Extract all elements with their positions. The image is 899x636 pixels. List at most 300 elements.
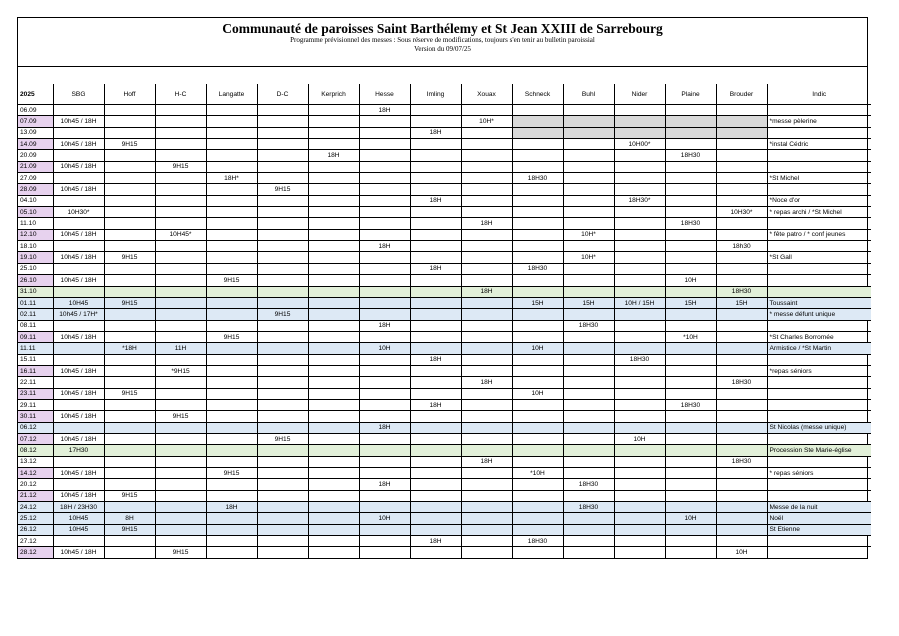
mass-time-cell bbox=[563, 411, 614, 422]
mass-time-cell: 18H bbox=[410, 127, 461, 138]
date-cell: 07.09 bbox=[18, 116, 53, 127]
mass-time-cell bbox=[359, 354, 410, 365]
mass-time-cell bbox=[257, 399, 308, 410]
mass-time-cell bbox=[359, 490, 410, 501]
mass-time-cell bbox=[155, 388, 206, 399]
page-title: Communauté de paroisses Saint Barthélemy et St Jean XXIII de Sarrebourg bbox=[222, 21, 663, 36]
mass-time-cell bbox=[308, 513, 359, 524]
mass-time-cell bbox=[665, 502, 716, 513]
mass-time-cell bbox=[53, 218, 104, 229]
mass-time-cell: 11H bbox=[155, 343, 206, 354]
mass-time-cell bbox=[359, 388, 410, 399]
mass-time-cell bbox=[716, 127, 767, 138]
indic-cell: * fête patro / * conf jeunes bbox=[767, 229, 871, 240]
mass-time-cell bbox=[206, 411, 257, 422]
mass-time-cell bbox=[104, 105, 155, 116]
mass-time-cell: 18H bbox=[359, 422, 410, 433]
mass-time-cell bbox=[512, 547, 563, 558]
mass-time-cell bbox=[614, 468, 665, 479]
mass-time-cell bbox=[614, 127, 665, 138]
column-header: Schneck bbox=[512, 84, 563, 105]
mass-time-cell bbox=[665, 184, 716, 195]
mass-time-cell bbox=[155, 513, 206, 524]
mass-time-cell bbox=[461, 229, 512, 240]
mass-time-cell bbox=[614, 173, 665, 184]
mass-time-cell bbox=[155, 433, 206, 444]
mass-time-cell: 18H bbox=[410, 354, 461, 365]
date-cell: 09.11 bbox=[18, 331, 53, 342]
mass-time-cell bbox=[614, 456, 665, 467]
mass-time-cell bbox=[410, 161, 461, 172]
indic-cell: Procession Ste Marie-église bbox=[767, 445, 871, 456]
mass-time-cell bbox=[410, 207, 461, 218]
indic-cell: * messe défunt unique bbox=[767, 309, 871, 320]
mass-time-cell bbox=[665, 105, 716, 116]
mass-time-cell bbox=[563, 399, 614, 410]
mass-time-cell bbox=[104, 127, 155, 138]
mass-time-cell bbox=[512, 286, 563, 297]
mass-time-cell bbox=[257, 229, 308, 240]
mass-time-cell bbox=[716, 388, 767, 399]
mass-time-cell bbox=[665, 252, 716, 263]
mass-time-cell bbox=[563, 513, 614, 524]
indic-cell: * repas séniors bbox=[767, 468, 871, 479]
indic-cell: Toussaint bbox=[767, 297, 871, 308]
mass-time-cell: 10h45 / 18H bbox=[53, 139, 104, 150]
column-header: H-C bbox=[155, 84, 206, 105]
mass-time-cell bbox=[206, 229, 257, 240]
indic-cell bbox=[767, 105, 871, 116]
mass-time-cell: 18H30 bbox=[665, 399, 716, 410]
mass-time-cell bbox=[257, 252, 308, 263]
mass-time-cell bbox=[257, 502, 308, 513]
mass-time-cell bbox=[308, 343, 359, 354]
mass-time-cell bbox=[155, 127, 206, 138]
mass-time-cell bbox=[716, 411, 767, 422]
mass-time-cell bbox=[410, 229, 461, 240]
mass-time-cell: 18H bbox=[461, 377, 512, 388]
mass-time-cell bbox=[665, 490, 716, 501]
mass-time-cell bbox=[206, 490, 257, 501]
mass-time-cell bbox=[614, 241, 665, 252]
mass-time-cell: 10H / 15H bbox=[614, 297, 665, 308]
mass-time-cell bbox=[512, 377, 563, 388]
table-row bbox=[18, 150, 871, 161]
mass-time-cell bbox=[461, 320, 512, 331]
indic-cell bbox=[767, 490, 871, 501]
mass-time-cell bbox=[104, 263, 155, 274]
mass-time-cell: 9H15 bbox=[257, 184, 308, 195]
mass-time-cell bbox=[155, 116, 206, 127]
mass-time-cell bbox=[206, 399, 257, 410]
mass-time-cell bbox=[512, 331, 563, 342]
column-header: Kerprich bbox=[308, 84, 359, 105]
mass-time-cell bbox=[461, 297, 512, 308]
mass-time-cell: 18H30 bbox=[716, 286, 767, 297]
mass-time-cell bbox=[665, 161, 716, 172]
table-row bbox=[18, 252, 871, 263]
schedule-sheet bbox=[17, 17, 868, 559]
mass-time-cell bbox=[665, 456, 716, 467]
mass-time-cell bbox=[359, 161, 410, 172]
mass-time-cell bbox=[359, 547, 410, 558]
mass-time-cell: 18H bbox=[308, 150, 359, 161]
mass-time-cell: 18H30 bbox=[512, 173, 563, 184]
mass-time-cell: 10H00* bbox=[614, 139, 665, 150]
mass-time-cell bbox=[563, 275, 614, 286]
mass-time-cell bbox=[563, 468, 614, 479]
mass-time-cell bbox=[461, 468, 512, 479]
mass-time-cell bbox=[716, 513, 767, 524]
mass-time-cell: 10H bbox=[665, 275, 716, 286]
mass-time-cell bbox=[461, 422, 512, 433]
mass-time-cell bbox=[716, 218, 767, 229]
mass-time-cell bbox=[257, 388, 308, 399]
table-row bbox=[18, 388, 871, 399]
mass-time-cell: 10h45 / 18H bbox=[53, 275, 104, 286]
mass-time-cell bbox=[563, 456, 614, 467]
mass-time-cell bbox=[53, 320, 104, 331]
mass-time-cell bbox=[614, 116, 665, 127]
mass-time-cell bbox=[716, 309, 767, 320]
mass-time-cell bbox=[257, 411, 308, 422]
mass-time-cell bbox=[716, 275, 767, 286]
mass-time-cell bbox=[512, 229, 563, 240]
mass-time-cell: 18H bbox=[359, 105, 410, 116]
mass-time-cell bbox=[308, 411, 359, 422]
mass-time-cell bbox=[257, 127, 308, 138]
table-row bbox=[18, 263, 871, 274]
mass-time-cell bbox=[512, 365, 563, 376]
mass-time-cell bbox=[104, 173, 155, 184]
indic-cell: Messe de la nuit bbox=[767, 502, 871, 513]
mass-time-cell bbox=[308, 184, 359, 195]
mass-time-cell bbox=[104, 445, 155, 456]
mass-time-cell bbox=[512, 207, 563, 218]
mass-time-cell bbox=[461, 388, 512, 399]
mass-time-cell bbox=[614, 331, 665, 342]
date-cell: 18.10 bbox=[18, 241, 53, 252]
table-row bbox=[18, 173, 871, 184]
table-row bbox=[18, 399, 871, 410]
mass-time-cell: 9H15 bbox=[104, 252, 155, 263]
mass-time-cell: 9H15 bbox=[257, 309, 308, 320]
mass-time-cell: 10h45 / 17H* bbox=[53, 309, 104, 320]
mass-time-cell bbox=[308, 207, 359, 218]
mass-time-cell bbox=[257, 161, 308, 172]
date-cell: 06.12 bbox=[18, 422, 53, 433]
mass-time-cell bbox=[257, 116, 308, 127]
mass-time-cell bbox=[716, 354, 767, 365]
mass-time-cell bbox=[308, 275, 359, 286]
date-cell: 20.09 bbox=[18, 150, 53, 161]
mass-time-cell bbox=[359, 139, 410, 150]
table-row bbox=[18, 468, 871, 479]
mass-time-cell bbox=[716, 399, 767, 410]
mass-time-cell bbox=[410, 422, 461, 433]
mass-time-cell bbox=[512, 127, 563, 138]
indic-cell bbox=[767, 150, 871, 161]
mass-time-cell bbox=[104, 354, 155, 365]
mass-time-cell bbox=[308, 320, 359, 331]
mass-time-cell: 9H15 bbox=[104, 524, 155, 535]
mass-time-cell bbox=[512, 490, 563, 501]
date-cell: 25.10 bbox=[18, 263, 53, 274]
mass-time-cell bbox=[461, 173, 512, 184]
mass-time-cell bbox=[53, 173, 104, 184]
date-cell: 08.12 bbox=[18, 445, 53, 456]
mass-time-cell bbox=[512, 275, 563, 286]
mass-time-cell: 10H bbox=[359, 513, 410, 524]
mass-time-cell bbox=[359, 445, 410, 456]
table-row bbox=[18, 309, 871, 320]
mass-time-cell bbox=[512, 252, 563, 263]
mass-time-cell bbox=[206, 354, 257, 365]
mass-time-cell bbox=[206, 422, 257, 433]
mass-time-cell bbox=[563, 150, 614, 161]
column-header: Plaine bbox=[665, 84, 716, 105]
mass-time-cell bbox=[614, 218, 665, 229]
mass-time-cell: 15H bbox=[716, 297, 767, 308]
date-cell: 13.12 bbox=[18, 456, 53, 467]
mass-time-cell bbox=[512, 161, 563, 172]
mass-time-cell bbox=[512, 241, 563, 252]
mass-time-cell bbox=[716, 365, 767, 376]
mass-time-cell bbox=[53, 286, 104, 297]
mass-time-cell: 18h30 bbox=[716, 241, 767, 252]
mass-time-cell bbox=[104, 331, 155, 342]
mass-time-cell bbox=[665, 116, 716, 127]
mass-time-cell bbox=[257, 297, 308, 308]
mass-time-cell: 18H30 bbox=[563, 502, 614, 513]
mass-time-cell: 18H30* bbox=[614, 195, 665, 206]
mass-time-cell bbox=[665, 263, 716, 274]
mass-time-cell bbox=[461, 365, 512, 376]
indic-cell: *St Michel bbox=[767, 173, 871, 184]
indic-cell: Noël bbox=[767, 513, 871, 524]
mass-time-cell bbox=[53, 241, 104, 252]
table-row bbox=[18, 422, 871, 433]
indic-cell bbox=[767, 354, 871, 365]
mass-time-cell bbox=[359, 286, 410, 297]
indic-cell: *messe pèlerine bbox=[767, 116, 871, 127]
mass-time-cell bbox=[104, 184, 155, 195]
mass-time-cell bbox=[359, 456, 410, 467]
mass-time-cell bbox=[461, 343, 512, 354]
mass-time-cell bbox=[359, 263, 410, 274]
mass-time-cell bbox=[155, 173, 206, 184]
mass-time-cell bbox=[359, 297, 410, 308]
mass-time-cell bbox=[206, 127, 257, 138]
mass-time-cell: 15H bbox=[512, 297, 563, 308]
date-cell: 31.10 bbox=[18, 286, 53, 297]
table-row bbox=[18, 218, 871, 229]
mass-time-cell bbox=[257, 524, 308, 535]
mass-time-cell bbox=[410, 252, 461, 263]
mass-time-cell bbox=[104, 207, 155, 218]
mass-time-cell bbox=[614, 309, 665, 320]
mass-time-cell bbox=[308, 456, 359, 467]
mass-time-cell bbox=[104, 422, 155, 433]
indic-cell bbox=[767, 479, 871, 490]
date-cell: 02.11 bbox=[18, 309, 53, 320]
mass-time-cell bbox=[461, 331, 512, 342]
date-cell: 21.09 bbox=[18, 161, 53, 172]
mass-time-cell bbox=[563, 331, 614, 342]
mass-time-cell bbox=[512, 150, 563, 161]
mass-time-cell bbox=[155, 207, 206, 218]
mass-time-cell bbox=[104, 286, 155, 297]
mass-time-cell bbox=[104, 411, 155, 422]
mass-time-cell bbox=[665, 422, 716, 433]
mass-time-cell bbox=[461, 513, 512, 524]
mass-time-cell bbox=[359, 399, 410, 410]
mass-time-cell bbox=[308, 365, 359, 376]
mass-time-cell bbox=[308, 116, 359, 127]
mass-time-cell bbox=[410, 343, 461, 354]
mass-time-cell bbox=[410, 377, 461, 388]
table-row bbox=[18, 377, 871, 388]
mass-time-cell bbox=[563, 377, 614, 388]
mass-time-cell bbox=[410, 297, 461, 308]
mass-time-cell: 18H30 bbox=[665, 218, 716, 229]
mass-time-cell bbox=[563, 445, 614, 456]
mass-time-cell bbox=[206, 184, 257, 195]
mass-time-cell bbox=[308, 105, 359, 116]
mass-time-cell bbox=[308, 297, 359, 308]
mass-time-cell: 10H bbox=[614, 433, 665, 444]
table-row bbox=[18, 502, 871, 513]
mass-time-cell bbox=[359, 252, 410, 263]
mass-time-cell bbox=[155, 150, 206, 161]
mass-time-cell bbox=[410, 388, 461, 399]
mass-time-cell bbox=[410, 184, 461, 195]
mass-time-cell: 18H30 bbox=[512, 536, 563, 547]
header-gap bbox=[18, 67, 867, 84]
date-cell: 16.11 bbox=[18, 365, 53, 376]
mass-time-cell: 10h45 / 18H bbox=[53, 388, 104, 399]
mass-time-cell bbox=[716, 445, 767, 456]
mass-time-cell bbox=[563, 343, 614, 354]
mass-time-cell bbox=[155, 252, 206, 263]
mass-time-cell bbox=[410, 218, 461, 229]
mass-time-cell bbox=[614, 399, 665, 410]
table-row bbox=[18, 354, 871, 365]
mass-time-cell: 10h45 / 18H bbox=[53, 490, 104, 501]
mass-time-cell bbox=[614, 150, 665, 161]
indic-cell bbox=[767, 433, 871, 444]
mass-time-cell bbox=[206, 286, 257, 297]
mass-time-cell bbox=[665, 377, 716, 388]
mass-time-cell bbox=[308, 195, 359, 206]
mass-time-cell bbox=[155, 490, 206, 501]
table-row bbox=[18, 343, 871, 354]
mass-time-cell bbox=[665, 411, 716, 422]
mass-time-cell bbox=[512, 456, 563, 467]
mass-time-cell: 9H15 bbox=[155, 547, 206, 558]
mass-time-cell: 10H* bbox=[563, 252, 614, 263]
mass-time-cell bbox=[563, 263, 614, 274]
mass-time-cell bbox=[155, 331, 206, 342]
mass-time-cell: 18H* bbox=[206, 173, 257, 184]
mass-time-cell bbox=[257, 263, 308, 274]
mass-time-cell bbox=[206, 524, 257, 535]
mass-time-cell bbox=[308, 547, 359, 558]
date-cell: 11.11 bbox=[18, 343, 53, 354]
mass-time-cell bbox=[308, 139, 359, 150]
mass-time-cell bbox=[308, 309, 359, 320]
indic-cell: *Noce d'or bbox=[767, 195, 871, 206]
mass-time-cell bbox=[206, 479, 257, 490]
table-row bbox=[18, 331, 871, 342]
mass-time-cell bbox=[257, 547, 308, 558]
mass-time-cell bbox=[257, 139, 308, 150]
column-header: Buhl bbox=[563, 84, 614, 105]
mass-time-cell: 9H15 bbox=[104, 139, 155, 150]
mass-time-cell bbox=[53, 343, 104, 354]
mass-time-cell bbox=[614, 536, 665, 547]
mass-time-cell bbox=[104, 241, 155, 252]
date-cell: 30.11 bbox=[18, 411, 53, 422]
mass-time-cell bbox=[206, 309, 257, 320]
column-header: Langatte bbox=[206, 84, 257, 105]
mass-time-cell bbox=[104, 479, 155, 490]
mass-time-cell: 9H15 bbox=[155, 411, 206, 422]
column-header: Imling bbox=[410, 84, 461, 105]
mass-time-cell bbox=[461, 184, 512, 195]
mass-time-cell bbox=[206, 139, 257, 150]
mass-time-cell bbox=[257, 479, 308, 490]
mass-time-cell bbox=[563, 139, 614, 150]
mass-time-cell bbox=[206, 547, 257, 558]
indic-cell bbox=[767, 320, 871, 331]
mass-time-cell bbox=[206, 150, 257, 161]
mass-time-cell bbox=[104, 365, 155, 376]
indic-cell: St Nicolas (messe unique) bbox=[767, 422, 871, 433]
mass-time-cell bbox=[104, 161, 155, 172]
mass-time-cell bbox=[359, 411, 410, 422]
mass-time-cell: 10h45 / 18H bbox=[53, 331, 104, 342]
indic-cell bbox=[767, 218, 871, 229]
mass-time-cell bbox=[155, 286, 206, 297]
mass-time-cell bbox=[257, 468, 308, 479]
column-header: SBG bbox=[53, 84, 104, 105]
mass-time-cell bbox=[512, 445, 563, 456]
mass-time-cell bbox=[563, 184, 614, 195]
table-row bbox=[18, 513, 871, 524]
mass-time-cell bbox=[359, 150, 410, 161]
mass-time-cell bbox=[104, 399, 155, 410]
mass-time-cell bbox=[410, 513, 461, 524]
table-row bbox=[18, 536, 871, 547]
mass-time-cell bbox=[461, 161, 512, 172]
mass-time-cell bbox=[563, 218, 614, 229]
mass-time-cell bbox=[155, 218, 206, 229]
mass-time-cell bbox=[308, 252, 359, 263]
mass-time-cell bbox=[665, 207, 716, 218]
mass-time-cell: 10H bbox=[359, 343, 410, 354]
mass-time-cell: 10H30* bbox=[53, 207, 104, 218]
mass-time-cell bbox=[308, 445, 359, 456]
mass-time-cell bbox=[512, 320, 563, 331]
mass-time-cell bbox=[308, 433, 359, 444]
mass-time-cell bbox=[206, 161, 257, 172]
indic-cell bbox=[767, 263, 871, 274]
mass-time-cell bbox=[461, 433, 512, 444]
mass-time-cell bbox=[206, 445, 257, 456]
mass-time-cell bbox=[461, 536, 512, 547]
mass-time-cell: *10H bbox=[512, 468, 563, 479]
